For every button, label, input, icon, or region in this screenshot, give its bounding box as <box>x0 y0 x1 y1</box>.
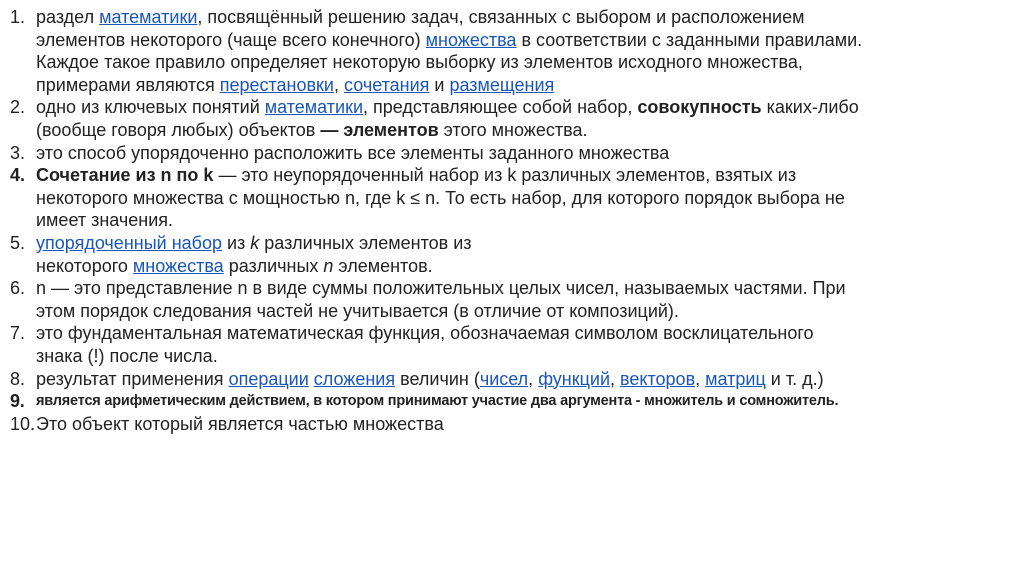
text: различных элементов из <box>259 232 472 253</box>
item-text <box>36 368 1014 391</box>
item-text <box>36 390 1014 413</box>
item-number: 3. <box>10 142 26 163</box>
item-number: 8. <box>10 368 26 389</box>
link-numbers[interactable]: чисел <box>479 368 529 389</box>
link-ordered-set[interactable]: упорядоченный набор <box>36 232 222 253</box>
text-line: Каждое такое правило определяет некоторую выборку из элементов исходного множества, <box>36 52 803 73</box>
link-set[interactable]: множества <box>132 255 224 276</box>
italic-var: n <box>323 255 334 276</box>
text: некоторого <box>36 255 133 276</box>
item-number: 10. <box>10 413 36 434</box>
item-number: 4. <box>10 165 26 186</box>
link-arrangements[interactable]: размещения <box>449 74 555 95</box>
text: (вообще говоря любых) объектов <box>36 119 321 140</box>
text: , представляющее собой набор, <box>363 97 638 118</box>
item-text <box>36 96 1014 141</box>
text: , <box>610 368 621 389</box>
link-addition[interactable]: сложения <box>313 368 396 389</box>
text-line: это способ упорядоченно расположить все элементы заданного множества <box>36 142 670 163</box>
text-line: имеет значения. <box>36 210 174 231</box>
text-line <box>36 6 1014 29</box>
text: элементов некоторого (чаще всего конечного) <box>36 29 426 50</box>
text-line: является арифметическим действием, в котором принимают участие два аргумента - множитель и сомножитель. <box>36 393 839 410</box>
text-line: n — это представление n в виде суммы положительных целых чисел, называемых частями. При <box>36 278 846 299</box>
list-item-1 <box>10 6 1014 96</box>
text-line <box>36 96 1014 119</box>
item-number: 5. <box>10 232 26 253</box>
list-item-10 <box>10 413 1014 436</box>
text: и т. д.) <box>765 368 824 389</box>
list-item-3 <box>10 142 1014 165</box>
link-operation[interactable]: операции <box>228 368 309 389</box>
text-line: знака (!) после числа. <box>36 345 218 366</box>
text: различных <box>223 255 324 276</box>
text-line: этом порядок следования частей не учитывается (в отличие от композиций). <box>36 300 679 321</box>
list-item-9 <box>10 390 1014 413</box>
text: , посвящённый решению задач, связанных с выбором и расположением <box>197 7 805 27</box>
link-mathematics[interactable]: математики <box>264 97 364 118</box>
list-item-8 <box>10 368 1014 391</box>
list-item-2 <box>10 96 1014 141</box>
item-number: 1. <box>10 7 26 27</box>
item-text <box>36 413 1014 436</box>
item-text <box>36 322 1014 367</box>
bold-term: совокупность <box>637 97 762 118</box>
text: , <box>695 368 706 389</box>
list-item-4 <box>10 164 1014 232</box>
link-combinations[interactable]: сочетания <box>344 74 430 95</box>
bold-term: Сочетание из n по k <box>36 165 214 186</box>
text: раздел <box>36 7 100 27</box>
text-line <box>36 119 1014 142</box>
text: величин ( <box>395 368 480 389</box>
text: и <box>429 74 450 95</box>
text-line <box>36 29 1014 52</box>
item-number: 2. <box>10 97 26 118</box>
text: элементов. <box>333 255 433 276</box>
text: из <box>221 232 251 253</box>
item-number: 7. <box>10 323 26 344</box>
link-functions[interactable]: функций <box>538 368 611 389</box>
list-item-5 <box>10 232 1014 277</box>
text: одно из ключевых понятий <box>36 97 265 118</box>
text: , <box>528 368 539 389</box>
text: , <box>333 74 344 95</box>
text: этого множества. <box>438 119 588 140</box>
item-text <box>36 277 1014 322</box>
link-vectors[interactable]: векторов <box>620 368 696 389</box>
text-line <box>36 368 1014 391</box>
italic-var: k <box>250 232 260 253</box>
link-set[interactable]: множества <box>425 29 517 50</box>
list-item-6 <box>10 277 1014 322</box>
bold-term: — элементов <box>320 119 439 140</box>
item-text <box>36 6 1014 96</box>
text: примерами являются <box>36 74 220 95</box>
item-text <box>36 142 1014 165</box>
text-line <box>36 232 1014 255</box>
text-line: это фундаментальная математическая функция, обозначаемая символом восклицательного <box>36 323 814 344</box>
text: в соответствии с заданными правилами. <box>516 29 863 50</box>
text-line <box>36 74 1014 97</box>
definitions-list <box>10 6 1014 435</box>
item-text <box>36 164 1014 232</box>
text-line: Это объект который является частью множества <box>36 413 444 434</box>
item-text <box>36 232 1014 277</box>
text-line <box>36 255 1014 278</box>
text: результат применения <box>36 368 229 389</box>
link-matrices[interactable]: матриц <box>705 368 766 389</box>
link-mathematics[interactable]: математики <box>99 7 198 27</box>
text: — это неупорядоченный набор из k различных элементов, взятых из <box>213 165 797 186</box>
item-number: 6. <box>10 278 26 299</box>
text-line: некоторого множества с мощностью n, где k ≤ n. То есть набор, для которого порядок выбора не <box>36 187 845 208</box>
text-line <box>36 164 1014 187</box>
text: каких-либо <box>761 97 859 118</box>
list-item-7 <box>10 322 1014 367</box>
link-permutations[interactable]: перестановки <box>219 74 334 95</box>
item-number: 9. <box>10 391 25 412</box>
